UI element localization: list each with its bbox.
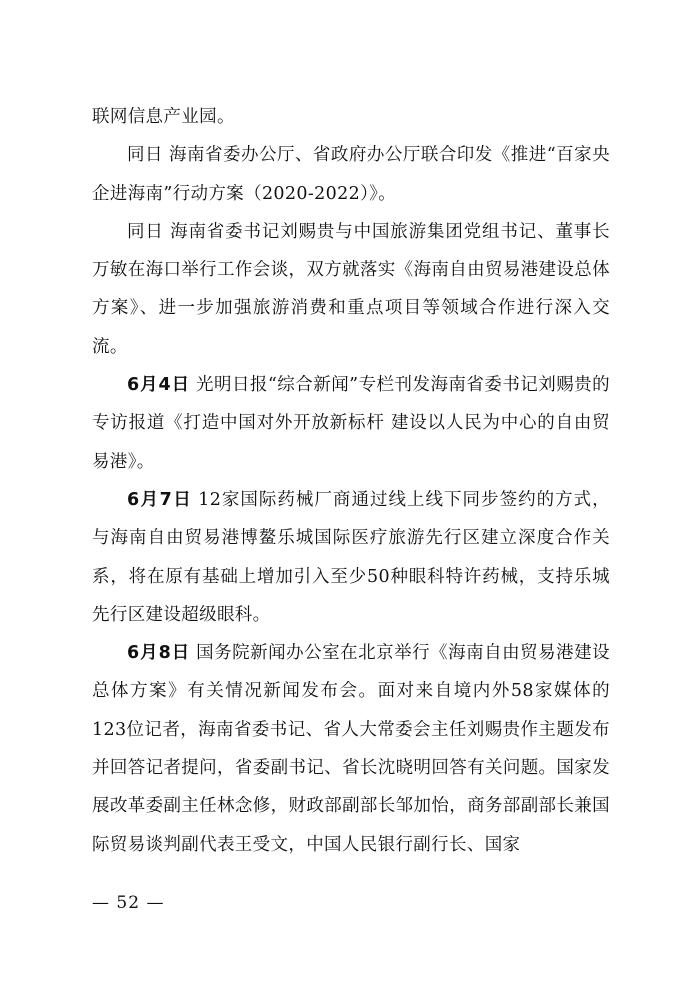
paragraph-4 (92, 366, 610, 481)
paragraph-2-text: 同日 海南省委办公厅、省政府办公厅联合印发《推进“百家央企进海南”行动方案（2020-2022）》。 (92, 145, 610, 204)
page-number: — 52 — (92, 893, 165, 913)
entry-date-june-8: 6月8日 (127, 643, 191, 664)
paragraph-3-text: 同日 海南省委书记刘赐贵与中国旅游集团党组书记、董事长万敏在海口举行工作会谈，双方就落实《海南自由贸易港建设总体方案》、进一步加强旅游消费和重点项目等领域合作进行深入交流。 (92, 221, 610, 357)
paragraph-3 (92, 213, 610, 366)
paragraph-6-text: 国务院新闻办公室在北京举行《海南自由贸易港建设总体方案》有关情况新闻发布会。面对来自境内外58家媒体的123位记者，海南省委书记、省人大常委会主任刘赐贵作主题发布并回答记者提问，省委副书记、省长沈晓明回答有关问题。国家发展改革委副主任林念修，财政部副部长邹加怡，商务部副部长兼国际贸易谈判副代表王受文，中国人民银行副行长、国家 (92, 643, 610, 855)
paragraph-5 (92, 481, 610, 634)
body-text (92, 98, 610, 864)
entry-date-june-4: 6月4日 (127, 375, 191, 396)
paragraph-1-text: 联网信息产业园。 (92, 107, 235, 127)
paragraph-2 (92, 136, 610, 213)
paragraph-4-text: 光明日报“综合新闻”专栏刊发海南省委书记刘赐贵的专访报道《打造中国对外开放新标杆 建设以人民为中心的自由贸易港》。 (92, 375, 610, 472)
paragraph-6 (92, 634, 610, 864)
paragraph-1 (92, 98, 610, 136)
paragraph-5-text: 12家国际药械厂商通过线上线下同步签约的方式，与海南自由贸易港博鳌乐城国际医疗旅游先行区建立深度合作关系，将在原有基础上增加引入至少50种眼科特许药械，支持乐城先行区建设超级眼科。 (92, 489, 610, 625)
entry-date-june-7: 6月7日 (127, 489, 193, 510)
